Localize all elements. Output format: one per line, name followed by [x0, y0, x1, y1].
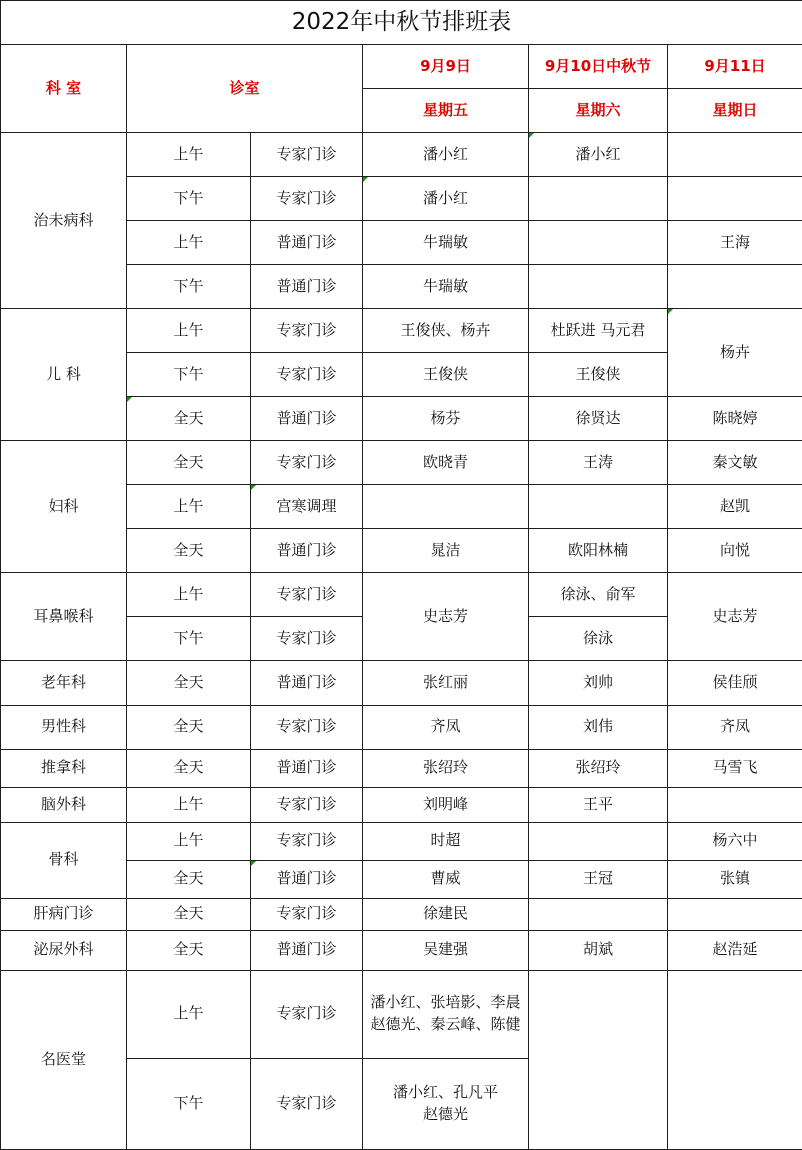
- doctor-cell: [668, 970, 802, 1149]
- period-cell: 全天: [127, 529, 251, 573]
- doctor-cell: 徐建民: [363, 898, 529, 930]
- doctor-cell: 欧阳林楠: [529, 529, 668, 573]
- doctor-cell: 牛瑞敏: [363, 221, 529, 265]
- doctor-cell: 秦文敏: [668, 441, 802, 485]
- dept-erbihou: 耳鼻喉科: [1, 573, 127, 661]
- doctor-line: 赵德光: [422, 1104, 468, 1123]
- doctor-cell: [668, 787, 802, 822]
- period-cell: 上午: [127, 573, 251, 617]
- doctor-cell: 刘伟: [529, 705, 668, 749]
- doctor-line: 赵德光、秦云峰、陈健: [370, 1015, 521, 1034]
- doctor-cell: 杨芬: [363, 397, 529, 441]
- dept-mingyi: 名医堂: [1, 970, 127, 1149]
- dept-tuina: 推拿科: [1, 749, 127, 787]
- doctor-cell: 马雪飞: [668, 749, 802, 787]
- doctor-cell: [529, 221, 668, 265]
- table-title: 2022年中秋节排班表: [1, 1, 802, 45]
- header-weekday-1: 星期五: [363, 89, 529, 133]
- header-room: 诊室: [127, 45, 363, 133]
- doctor-cell: 侯佳颀: [668, 661, 802, 705]
- period-cell: 上午: [127, 485, 251, 529]
- header-date-3: 9月11日: [668, 45, 802, 89]
- header-dept: 科 室: [1, 45, 127, 133]
- doctor-cell: [668, 898, 802, 930]
- doctor-cell: 张镇: [668, 860, 802, 898]
- period-cell: 全天: [127, 860, 251, 898]
- doctor-cell: 史志芳: [363, 573, 529, 661]
- doctor-line: 潘小红、孔凡平: [392, 1083, 498, 1102]
- doctor-cell: 齐凤: [668, 705, 802, 749]
- dept-erke: 儿 科: [1, 309, 127, 441]
- period-cell: 上午: [127, 309, 251, 353]
- doctor-cell: 向悦: [668, 529, 802, 573]
- clinic-cell: 普通门诊: [251, 930, 363, 970]
- clinic-cell: 专家门诊: [251, 970, 363, 1058]
- doctor-cell: 杨卉: [668, 309, 802, 397]
- period-cell: 下午: [127, 265, 251, 309]
- doctor-cell: 张红丽: [363, 661, 529, 705]
- period-cell: 全天: [127, 898, 251, 930]
- doctor-cell: 吴建强: [363, 930, 529, 970]
- dept-ganbing: 肝病门诊: [1, 898, 127, 930]
- period-cell: 全天: [127, 749, 251, 787]
- doctor-cell: 时超: [363, 822, 529, 860]
- clinic-cell: 专家门诊: [251, 441, 363, 485]
- dept-naowai: 脑外科: [1, 787, 127, 822]
- header-weekday-3: 星期日: [668, 89, 802, 133]
- period-cell: 上午: [127, 822, 251, 860]
- doctor-cell: 潘小红: [529, 133, 668, 177]
- doctor-cell: 张绍玲: [529, 749, 668, 787]
- period-cell: 全天: [127, 441, 251, 485]
- clinic-cell: 专家门诊: [251, 898, 363, 930]
- doctor-cell: 陈晓婷: [668, 397, 802, 441]
- doctor-cell: 史志芳: [668, 573, 802, 661]
- doctor-cell: 杨六中: [668, 822, 802, 860]
- doctor-cell: [668, 177, 802, 221]
- clinic-cell: 专家门诊: [251, 573, 363, 617]
- period-cell: 全天: [127, 705, 251, 749]
- doctor-cell: [529, 822, 668, 860]
- clinic-cell: 专家门诊: [251, 133, 363, 177]
- doctor-cell: 张绍玲: [363, 749, 529, 787]
- doctor-cell: 徐贤达: [529, 397, 668, 441]
- clinic-cell: 专家门诊: [251, 309, 363, 353]
- clinic-cell: 专家门诊: [251, 617, 363, 661]
- doctor-cell: [529, 970, 668, 1149]
- doctor-cell: [668, 133, 802, 177]
- period-cell: 上午: [127, 221, 251, 265]
- doctor-cell: 徐泳: [529, 617, 668, 661]
- clinic-cell: 宫寒调理: [251, 485, 363, 529]
- doctor-cell: 欧晓青: [363, 441, 529, 485]
- doctor-cell: 王涛: [529, 441, 668, 485]
- clinic-cell: 专家门诊: [251, 787, 363, 822]
- doctor-cell: 赵浩延: [668, 930, 802, 970]
- doctor-cell: 潘小红: [363, 177, 529, 221]
- period-cell: 下午: [127, 353, 251, 397]
- doctor-cell-multiline: [363, 970, 529, 1058]
- doctor-cell: 徐泳、俞军: [529, 573, 668, 617]
- doctor-cell: 王冠: [529, 860, 668, 898]
- doctor-line: 潘小红、张培影、李晨: [370, 993, 521, 1012]
- dept-guke: 骨科: [1, 822, 127, 898]
- clinic-cell: 专家门诊: [251, 705, 363, 749]
- dept-nanxing: 男性科: [1, 705, 127, 749]
- header-date-1: 9月9日: [363, 45, 529, 89]
- dept-miniao: 泌尿外科: [1, 930, 127, 970]
- doctor-cell: 刘帅: [529, 661, 668, 705]
- doctor-cell: 齐凤: [363, 705, 529, 749]
- dept-laonian: 老年科: [1, 661, 127, 705]
- clinic-cell: 普通门诊: [251, 749, 363, 787]
- period-cell: 全天: [127, 661, 251, 705]
- doctor-cell-multiline: [363, 1058, 529, 1149]
- clinic-cell: 专家门诊: [251, 353, 363, 397]
- doctor-cell: [668, 265, 802, 309]
- doctor-cell: 晁洁: [363, 529, 529, 573]
- doctor-cell: 刘明峰: [363, 787, 529, 822]
- doctor-cell: 王平: [529, 787, 668, 822]
- period-cell: 上午: [127, 970, 251, 1058]
- doctor-cell: 曹威: [363, 860, 529, 898]
- doctor-cell: 王俊侠: [363, 353, 529, 397]
- doctor-cell: 王海: [668, 221, 802, 265]
- period-cell: 全天: [127, 397, 251, 441]
- doctor-cell: 王俊侠、杨卉: [363, 309, 529, 353]
- clinic-cell: 专家门诊: [251, 1058, 363, 1149]
- dept-fuke: 妇科: [1, 441, 127, 573]
- doctor-cell: [529, 898, 668, 930]
- doctor-cell: 赵凯: [668, 485, 802, 529]
- period-cell: 上午: [127, 133, 251, 177]
- header-date-2: 9月10日中秋节: [529, 45, 668, 89]
- doctor-cell: 胡斌: [529, 930, 668, 970]
- clinic-cell: 专家门诊: [251, 822, 363, 860]
- doctor-cell: [529, 177, 668, 221]
- period-cell: 下午: [127, 177, 251, 221]
- clinic-cell: 普通门诊: [251, 661, 363, 705]
- clinic-cell: 普通门诊: [251, 265, 363, 309]
- doctor-cell: [363, 485, 529, 529]
- period-cell: 下午: [127, 617, 251, 661]
- clinic-cell: 普通门诊: [251, 397, 363, 441]
- doctor-cell: 王俊侠: [529, 353, 668, 397]
- clinic-cell: 专家门诊: [251, 177, 363, 221]
- period-cell: 下午: [127, 1058, 251, 1149]
- clinic-cell: 普通门诊: [251, 860, 363, 898]
- period-cell: 上午: [127, 787, 251, 822]
- clinic-cell: 普通门诊: [251, 529, 363, 573]
- doctor-cell: 牛瑞敏: [363, 265, 529, 309]
- dept-zhiwei: 治未病科: [1, 133, 127, 309]
- doctor-cell: 潘小红: [363, 133, 529, 177]
- doctor-cell: [529, 265, 668, 309]
- doctor-cell: [529, 485, 668, 529]
- header-weekday-2: 星期六: [529, 89, 668, 133]
- period-cell: 全天: [127, 930, 251, 970]
- doctor-cell: 杜跃进 马元君: [529, 309, 668, 353]
- clinic-cell: 普通门诊: [251, 221, 363, 265]
